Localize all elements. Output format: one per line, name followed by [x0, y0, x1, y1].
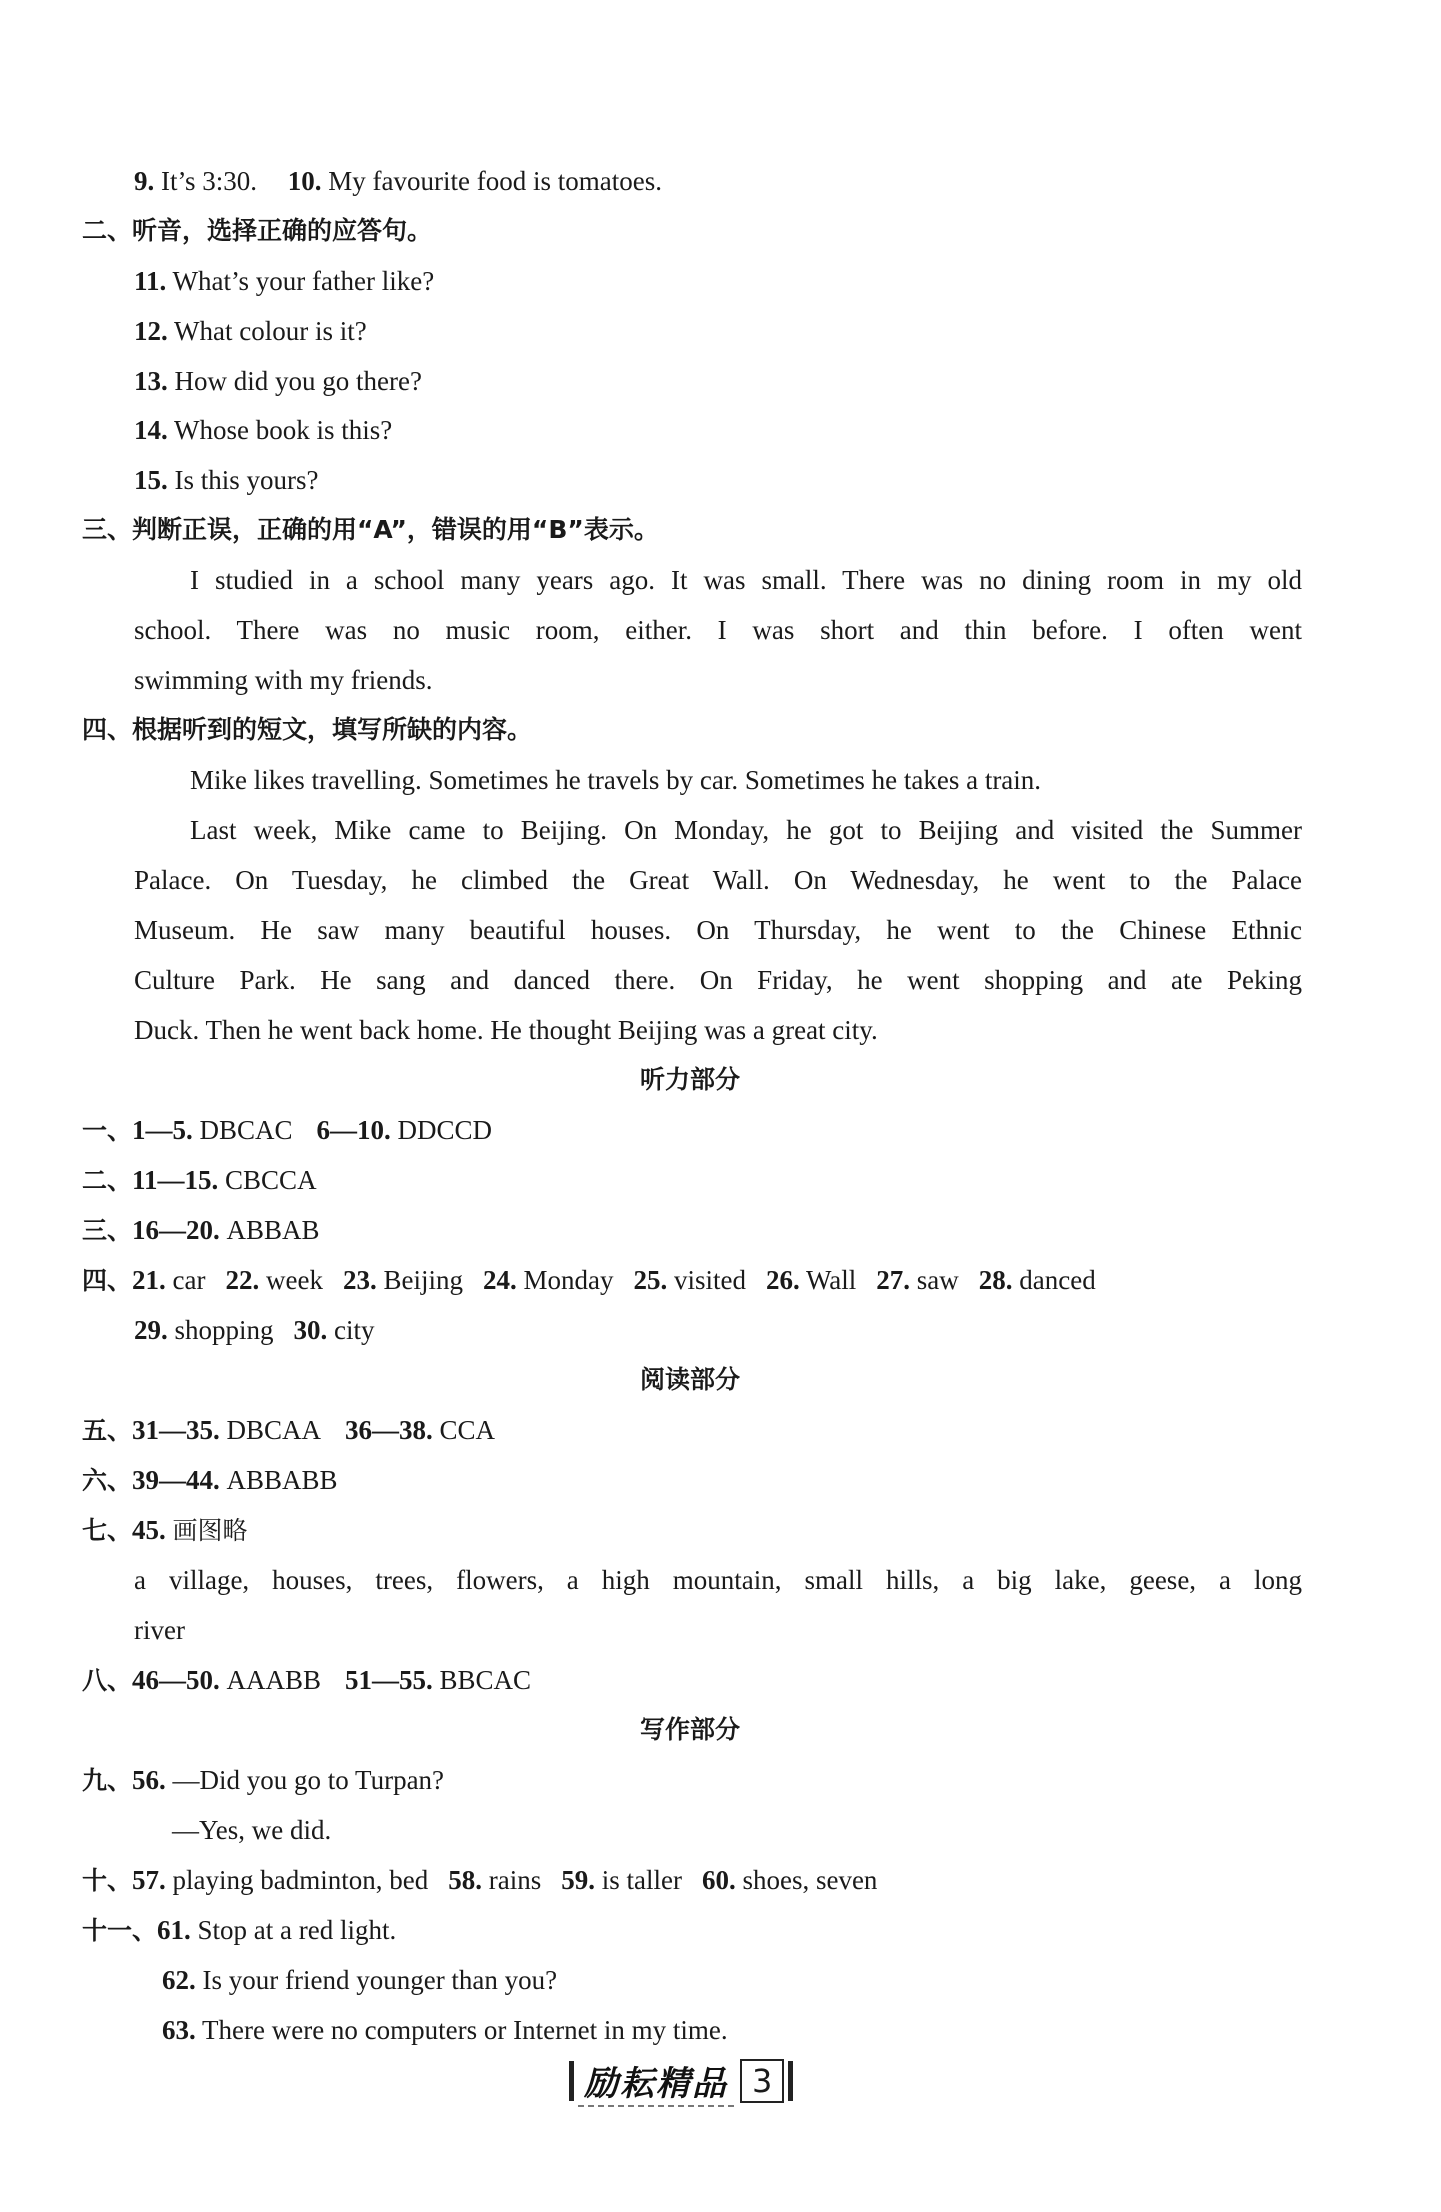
answer-row-6: 六、39—44. ABBABB [82, 1465, 338, 1495]
answer-row-3: 三、16—20. ABBAB [82, 1215, 320, 1245]
passage-4-line-3: Palace. On Tuesday, he climbed the Great Wall. On Wednesday, he went to the Palace [134, 865, 1302, 895]
section-3-title: 三、判断正误，正确的用“A”，错误的用“B”表示。 [82, 515, 659, 544]
answer-row-4: 四、21. car 22. week 23. Beijing 24. Monday 25. visited 26. Wall 27. saw 28. danced [82, 1265, 1096, 1295]
item-number: 9. [134, 166, 155, 196]
answer-row-11: 十一、61. Stop at a red light. [82, 1915, 397, 1945]
answer-row-2: 二、11—15. CBCCA [82, 1165, 317, 1195]
passage-3-line-1: I studied in a school many years ago. It was small. There was no dining room in my old [190, 565, 1302, 595]
item-15: 15. Is this yours? [134, 465, 319, 495]
page-footer [565, 2050, 797, 2112]
section-2-title: 二、听音，选择正确的应答句。 [82, 216, 433, 245]
footer-bar-left [569, 2061, 574, 2101]
item-9-10 [134, 163, 662, 199]
section-4-title: 四、根据听到的短文，填写所缺的内容。 [82, 715, 533, 744]
passage-4-line-4: Museum. He saw many beautiful houses. On Thursday, he went to the Chinese Ethnic [134, 915, 1302, 945]
answer-row-8: 八、46—50. AAABB 51—55. BBCAC [82, 1665, 532, 1695]
answer-row-9b: —Yes, we did. [172, 1815, 332, 1845]
item-text: It’s 3:30. [161, 166, 258, 196]
answer-row-1: 一、1—5. DBCAC 6—10. DDCCD [82, 1115, 493, 1145]
passage-3-line-3: swimming with my friends. [134, 665, 433, 695]
passage-4-line-6: Duck. Then he went back home. He thought Beijing was a great city. [134, 1015, 878, 1045]
passage-4-line-2: Last week, Mike came to Beijing. On Monday, he got to Beijing and visited the Summer [190, 815, 1302, 845]
page-number: 3 [740, 2059, 784, 2103]
answer-row-4b: 29. shopping 30. city [134, 1315, 375, 1345]
passage-4-line-5: Culture Park. He sang and danced there. On Friday, he went shopping and ate Peking [134, 965, 1302, 995]
answer-row-10: 十、57. playing badminton, bed 58. rains 59. is taller 60. shoes, seven [82, 1865, 878, 1895]
writing-heading: 写作部分 [639, 1715, 740, 1744]
reading-heading: 阅读部分 [639, 1365, 740, 1394]
item-number: 10. [287, 166, 322, 196]
answer-row-7-line-1: a village, houses, trees, flowers, a high mountain, small hills, a big lake, geese, a long [134, 1565, 1302, 1595]
answer-row-7-line-2: river [134, 1615, 185, 1645]
answer-row-11b: 62. Is your friend younger than you? [162, 1965, 558, 1995]
passage-4-line-1: Mike likes travelling. Sometimes he travels by car. Sometimes he takes a train. [190, 765, 1042, 795]
item-text: My favourite food is tomatoes. [328, 166, 662, 196]
listening-heading: 听力部分 [639, 1065, 740, 1094]
answer-row-11c: 63. There were no computers or Internet in my time. [162, 2015, 728, 2045]
item-14: 14. Whose book is this? [134, 415, 393, 445]
answer-row-7: 七、45. 画图略 [82, 1515, 248, 1545]
answer-row-5: 五、31—35. DBCAA 36—38. CCA [82, 1415, 496, 1445]
item-13: 13. How did you go there? [134, 366, 422, 396]
item-11: 11. What’s your father like? [134, 266, 435, 296]
footer-bar-right [788, 2061, 793, 2101]
item-12: 12. What colour is it? [134, 316, 367, 346]
answer-row-9: 九、56. —Did you go to Turpan? [82, 1765, 445, 1795]
passage-3-line-2: school. There was no music room, either. I was short and thin before. I often went [134, 615, 1302, 645]
brand-logo: 励耘精品 [578, 2056, 734, 2107]
